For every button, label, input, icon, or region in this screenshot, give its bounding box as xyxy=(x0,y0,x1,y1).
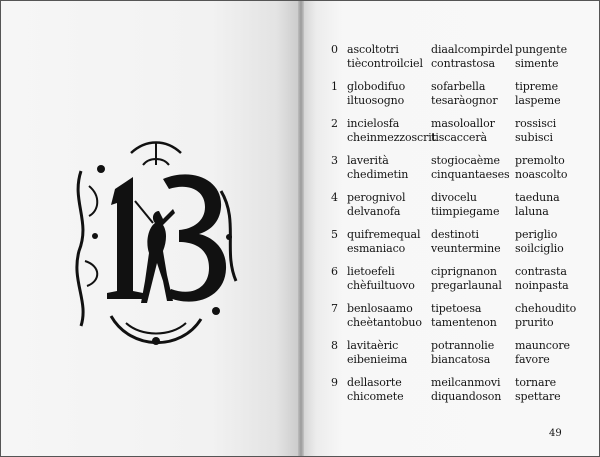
word-cell: subisci xyxy=(515,131,553,144)
row-number: 2 xyxy=(331,117,338,130)
word-cell: simente xyxy=(515,57,559,70)
row-number: 4 xyxy=(331,191,338,204)
word-cell: stogiocaème xyxy=(431,154,500,167)
word-cell: ciprignanon xyxy=(431,265,497,278)
word-cell: noinpasta xyxy=(515,279,569,292)
word-cell: laverità xyxy=(347,154,389,167)
page-number: 49 xyxy=(549,428,562,439)
word-cell: biancatosa xyxy=(431,353,491,366)
word-cell: tamentenon xyxy=(431,316,497,329)
word-cell: diquandoson xyxy=(431,390,502,403)
word-cell: prurito xyxy=(515,316,554,329)
word-cell: perognivol xyxy=(347,191,406,204)
word-cell: masoloallor xyxy=(431,117,495,130)
word-cell: pungente xyxy=(515,43,567,56)
word-cell: laluna xyxy=(515,205,549,218)
word-cell: mauncore xyxy=(515,339,570,352)
row-number: 9 xyxy=(331,376,338,389)
decorated-numeral-ornament xyxy=(71,141,241,351)
word-cell: incielosfa xyxy=(347,117,400,130)
word-cell: chedimetin xyxy=(347,168,409,181)
word-cell: spettare xyxy=(515,390,561,403)
left-page xyxy=(1,1,301,456)
row-number: 5 xyxy=(331,228,338,241)
word-cell: tiscaccerà xyxy=(431,131,487,144)
word-cell: iltuosogno xyxy=(347,94,405,107)
word-cell: tiimpiegame xyxy=(431,205,500,218)
word-cell: divocelu xyxy=(431,191,477,204)
word-cell: laspeme xyxy=(515,94,561,107)
word-cell: dellasorte xyxy=(347,376,402,389)
word-cell: destinoti xyxy=(431,228,479,241)
word-cell: lavitaèric xyxy=(347,339,399,352)
row-number: 8 xyxy=(331,339,338,352)
word-cell: chehoudito xyxy=(515,302,577,315)
word-cell: veuntermine xyxy=(431,242,501,255)
word-cell: pregarlaunal xyxy=(431,279,502,292)
word-cell: premolto xyxy=(515,154,565,167)
book-gutter xyxy=(298,1,304,456)
word-cell: cheètantobuo xyxy=(347,316,422,329)
word-cell: esmaniaco xyxy=(347,242,406,255)
word-cell: tiècontroilciel xyxy=(347,57,423,70)
word-cell: potrannolie xyxy=(431,339,495,352)
row-number: 6 xyxy=(331,265,338,278)
word-cell: contrastosa xyxy=(431,57,495,70)
word-cell: chèfuiltuovo xyxy=(347,279,415,292)
word-cell: ascoltotri xyxy=(347,43,399,56)
word-cell: tipreme xyxy=(515,80,558,93)
word-cell: favore xyxy=(515,353,550,366)
word-cell: chicomete xyxy=(347,390,404,403)
word-cell: tornare xyxy=(515,376,557,389)
word-cell: periglio xyxy=(515,228,558,241)
word-cell: benlosaamo xyxy=(347,302,413,315)
row-number: 1 xyxy=(331,80,338,93)
word-cell: cheinmezzoscrit xyxy=(347,131,437,144)
word-cell: meilcanmovi xyxy=(431,376,501,389)
word-cell: cinquantaeses xyxy=(431,168,510,181)
row-number: 3 xyxy=(331,154,338,167)
word-cell: quifremequal xyxy=(347,228,421,241)
word-cell: tesaràognor xyxy=(431,94,498,107)
word-cell: diaalcompirdel xyxy=(431,43,513,56)
word-cell: soilciglio xyxy=(515,242,564,255)
word-cell: noascolto xyxy=(515,168,568,181)
word-cell: eibenieima xyxy=(347,353,408,366)
row-number: 0 xyxy=(331,43,338,56)
word-cell: delvanofa xyxy=(347,205,401,218)
word-cell: rossisci xyxy=(515,117,557,130)
word-cell: tipetoesa xyxy=(431,302,482,315)
word-cell: sofarbella xyxy=(431,80,486,93)
word-cell: contrasta xyxy=(515,265,567,278)
word-cell: taeduna xyxy=(515,191,560,204)
word-cell: globodifuo xyxy=(347,80,406,93)
row-number: 7 xyxy=(331,302,338,315)
word-cell: lietoefeli xyxy=(347,265,395,278)
